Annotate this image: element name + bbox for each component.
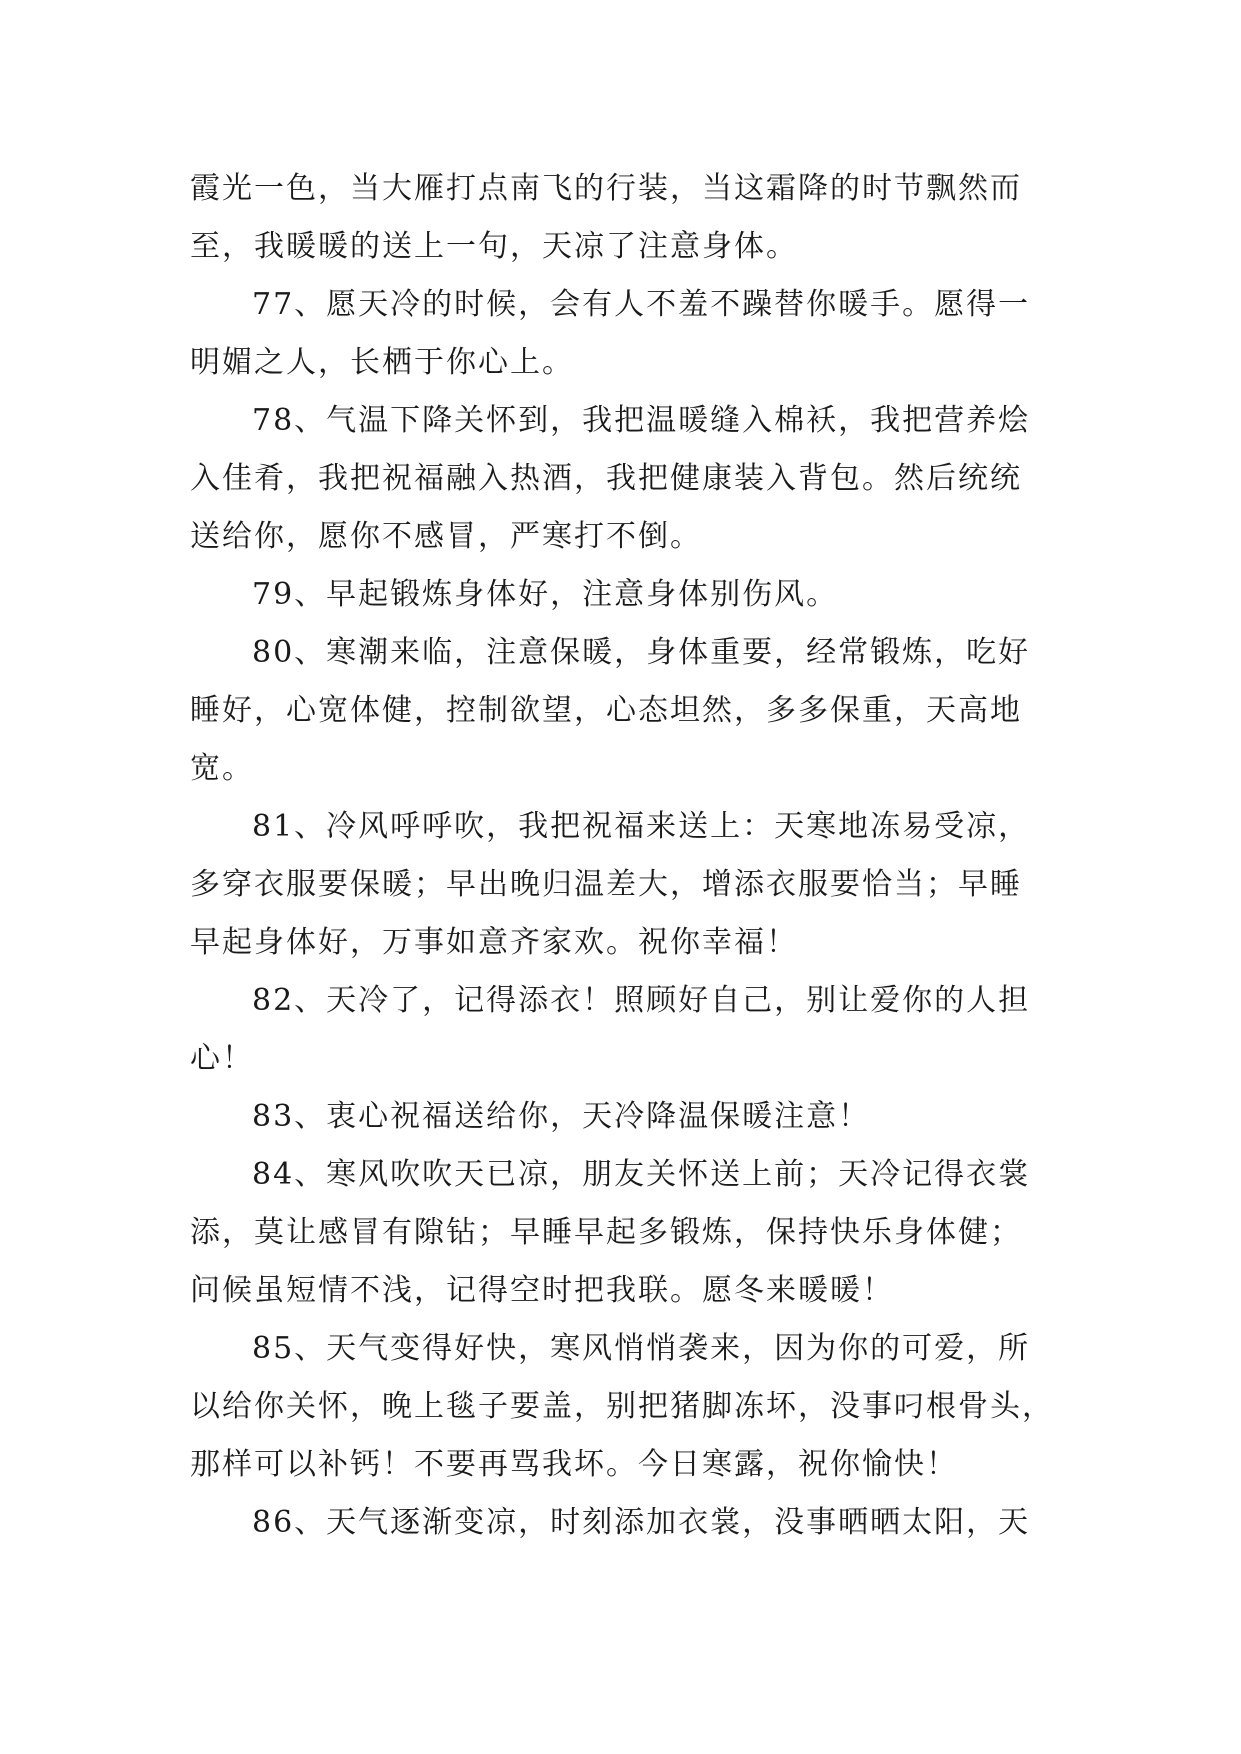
paragraph-line: 至，我暖暖的送上一句，天凉了注意身体。 [190,229,798,264]
paragraph-first-line: 77、愿天冷的时候，会有人不羞不躁替你暖手。愿得一 [252,287,1031,322]
paragraph-line: 送给你，愿你不感冒，严寒打不倒。 [190,519,702,554]
paragraph-line: 早起身体好，万事如意齐家欢。祝你幸福！ [190,925,798,960]
paragraph-first-line: 83、衷心祝福送给你，天冷降温保暖注意！ [252,1099,871,1134]
paragraph-line: 睡好，心宽体健，控制欲望，心态坦然，多多保重，天高地 [190,693,1022,728]
paragraph-line: 问候虽短情不浅，记得空时把我联。愿冬来暖暖！ [190,1273,894,1308]
document-body [190,160,1054,1552]
paragraph-first-line: 85、天气变得好快，寒风悄悄袭来，因为你的可爱，所 [252,1331,1031,1366]
paragraph-first-line: 78、气温下降关怀到，我把温暖缝入棉袄，我把营养烩 [252,403,1031,438]
paragraph-first-line: 80、寒潮来临，注意保暖，身体重要，经常锻炼，吃好 [252,635,1031,670]
paragraph-line: 霞光一色，当大雁打点南飞的行装，当这霜降的时节飘然而 [190,171,1022,206]
paragraph-first-line: 82、天冷了，记得添衣！照顾好自己，别让爱你的人担 [252,983,1031,1018]
paragraph-first-line: 79、早起锻炼身体好，注意身体别伤风。 [252,577,839,612]
paragraph-line: 明媚之人，长栖于你心上。 [190,345,574,380]
paragraph-line: 那样可以补钙！不要再骂我坏。今日寒露，祝你愉快！ [190,1447,958,1482]
paragraph-first-line: 81、冷风呼呼吹，我把祝福来送上：天寒地冻易受凉， [252,809,1031,844]
paragraph-first-line: 84、寒风吹吹天已凉，朋友关怀送上前；天冷记得衣裳 [252,1157,1031,1192]
paragraph-line: 心！ [190,1041,254,1076]
paragraph-line: 宽。 [190,751,254,786]
paragraph-line: 以给你关怀，晚上毯子要盖，别把猪脚冻坏，没事叼根骨头， [190,1389,1054,1424]
paragraph-first-line: 86、天气逐渐变凉，时刻添加衣裳，没事晒晒太阳，天 [252,1505,1031,1540]
paragraph-line: 多穿衣服要保暖；早出晚归温差大，增添衣服要恰当；早睡 [190,867,1022,902]
paragraph-line: 添，莫让感冒有隙钻；早睡早起多锻炼，保持快乐身体健； [190,1215,1022,1250]
paragraph-line: 入佳肴，我把祝福融入热酒，我把健康装入背包。然后统统 [190,461,1022,496]
